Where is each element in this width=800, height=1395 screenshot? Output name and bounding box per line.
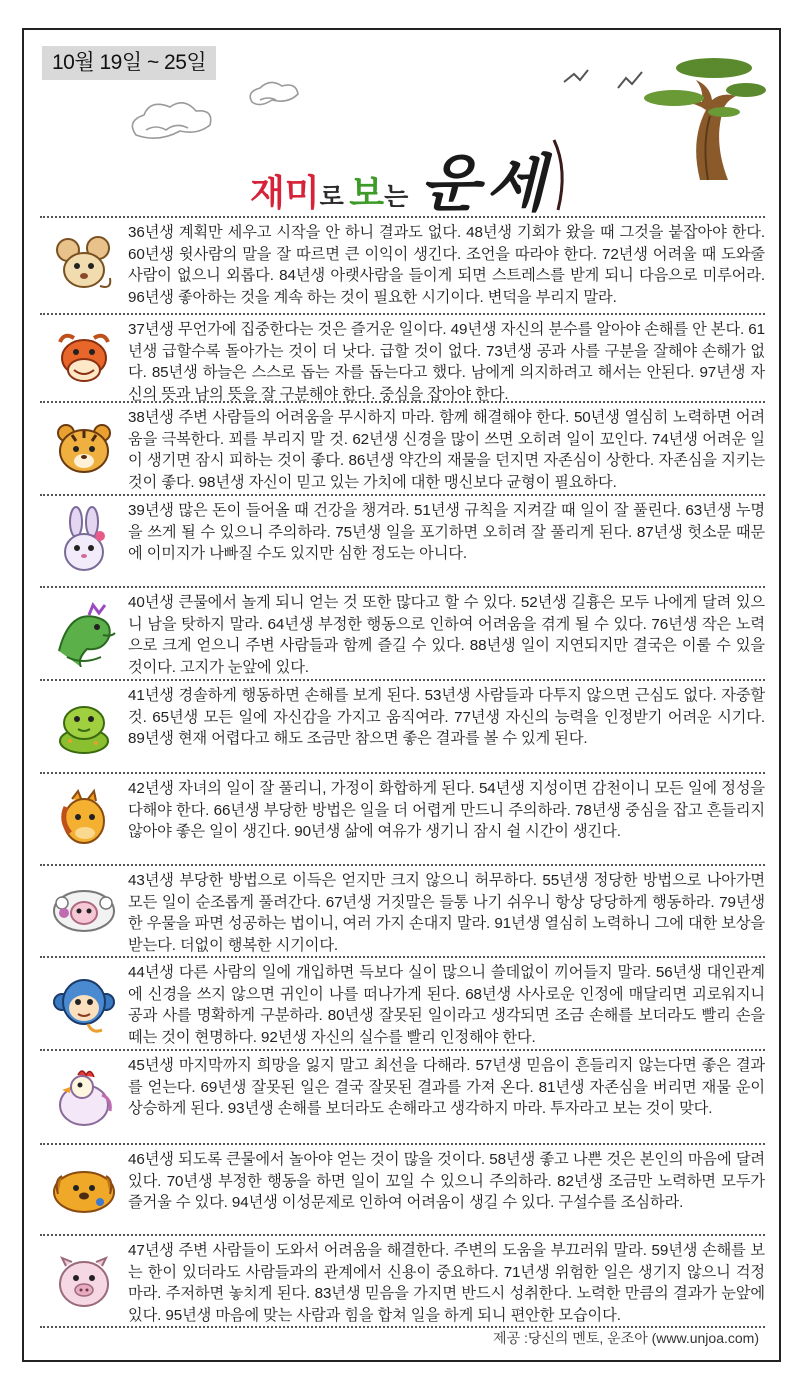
fortune-row <box>40 494 765 586</box>
pine-tree-icon <box>644 58 766 180</box>
fortune-text: 38년생 주변 사람들의 어려움을 무시하지 마라. 함께 해결해야 한다. 50년생 열심히 노력하면 어려움을 극복한다. 꾀를 부리지 말 것. 62년생 신경을 많이 쓰면 오히려 일이 꼬인다. 74년생 어려운 일이 생기면 잠시 피하는 것이 좋다. 86년생 약간의 재물을 던지면 자존심이 상한다. 자존심을 지키는 것이 좋다. 98년생 자신이 믿고 있는 가치에 대한 맹신보다 균형이 필요하다. <box>128 409 765 491</box>
fortune-text: 44년생 다른 사람의 일에 개입하면 득보다 실이 많으니 쓸데없이 끼어들지 말라. 56년생 대인관계에 신경을 쓰지 않으면 귀인이 나를 떠나가게 된다. 68년생 사사로운 인정에 매달리면 괴로워지니 공과 사를 명확하게 구분하라. 80년생 잘못된 일이라고 생각되면 조금 손해를 보더라도 빨리 손을 떼는 것이 현명하다. 92년생 자신의 실수를 빨리 인정해야 한다. <box>128 964 765 1046</box>
fortune-row <box>40 864 765 956</box>
date-range: 10월 19일 ~ 25일 <box>42 46 216 80</box>
tiger-icon <box>52 419 116 479</box>
fortune-text: 42년생 자녀의 일이 잘 풀리니, 가정이 화합하게 된다. 54년생 지성이면 감천이니 모든 일에 정성을 다해야 한다. 66년생 부당한 방법은 일을 더 어렵게 만드니 주의하라. 78년생 중심을 잡고 흔들리지 않아야 좋은 일이 생긴다. 90년생 삶에 여유가 생기니 잠시 쉴 시간이 생긴다. <box>128 780 765 840</box>
ox-icon <box>52 328 116 388</box>
fortune-row <box>40 956 765 1049</box>
fortune-row <box>40 401 765 494</box>
cloud-icon <box>132 82 298 138</box>
fortune-row <box>40 1049 765 1143</box>
fortune-text: 37년생 무언가에 집중한다는 것은 즐거운 일이다. 49년생 자신의 분수를 알아야 손해를 안 본다. 61년생 급할수록 돌아가는 것이 더 낫다. 급할 것이 없다. 73년생 공과 사를 구분을 잘해야 손해가 없다. 85년생 하늘은 스스로 돕는 자를 돕는다고 했다. 남에게 의지하려고 해서는 안된다. 97년생 자신의 뜻과 남의 뜻을 잘 구분해야 한다. 중심을 잡아야 한다. <box>128 321 765 403</box>
horse-icon <box>52 787 116 851</box>
sheep-icon <box>50 883 118 939</box>
title-part: 보 <box>349 173 385 214</box>
brush-stroke <box>554 140 562 210</box>
rat-icon <box>52 236 116 296</box>
monkey-icon <box>52 972 116 1036</box>
fortune-list <box>40 216 765 1328</box>
title-part: 로 <box>319 182 344 211</box>
bird-icon <box>564 70 642 88</box>
fortune-text: 45년생 마지막까지 희망을 잃지 말고 최선을 다해라. 57년생 믿음이 흔들리지 않는다면 좋은 결과를 얻는다. 69년생 잘못된 일은 결국 잘못된 결과를 가져 온다. 81년생 자존심을 버리면 재물 운이 상승하게 된다. 93년생 손해를 보더라도 손해라고 생각하지 마라. 투자라고 보는 것이 맞다. <box>128 1057 765 1117</box>
title-part: 재미 <box>250 173 320 214</box>
fortune-row <box>40 1234 765 1328</box>
fortune-row <box>40 679 765 772</box>
fortune-row <box>40 1143 765 1234</box>
fortune-text: 39년생 많은 돈이 들어올 때 건강을 챙겨라. 51년생 규칙을 지켜갈 때 일이 잘 풀린다. 63년생 누명을 쓰게 될 수 있으니 주의하라. 75년생 일을 포기하면 오히려 잘 풀리게 된다. 87년생 헛소문 때문에 이미지가 나빠질 수도 있지만 심한 정도는 아니다. <box>128 502 765 562</box>
fortune-text: 47년생 주변 사람들이 도와서 어려움을 해결한다. 주변의 도움을 부끄러워 말라. 59년생 손해를 보는 한이 있더라도 사람들과의 관계에서 신용이 중요하다. 71년생 위험한 일은 생기지 않으니 걱정마라. 주저하면 놓치게 된다. 83년생 믿음을 가지면 반드시 성취한다. 노력한 만큼의 결과가 눈앞에 있다. 95년생 마음에 맞는 사람과 힘을 합쳐 일을 하게 되니 편안한 모습이다. <box>128 1242 765 1324</box>
page-frame <box>22 28 781 1362</box>
fortune-text: 43년생 부당한 방법으로 이득은 얻지만 크지 않으니 허무하다. 55년생 정당한 방법으로 나아가면 모든 일이 순조롭게 풀려간다. 67년생 거짓말은 들통 나기 쉬우니 항상 당당하게 행동하라. 79년생 한 우물을 파면 성공하는 법이니, 여러 가지 손대지 말라. 91년생 열심히 노력하니 그에 대한 보상을 받는다. 더없이 행복한 시기이다. <box>128 872 765 954</box>
fortune-text: 36년생 계획만 세우고 시작을 안 하니 결과도 없다. 48년생 기회가 왔을 때 그것을 붙잡아야 한다. 60년생 윗사람의 말을 잘 따르면 큰 이익이 생긴다. 조언을 따라야 한다. 72년생 어려울 때 도와줄 사람이 없으니 외롭다. 84년생 아랫사람을 들이게 되면 스트레스를 받게 되니 다음으로 미루어라. 96년생 좋아하는 것을 계속 하는 것이 필요한 시기이다. 변덕을 부리지 말라. <box>128 224 765 306</box>
page-title <box>250 134 552 220</box>
fortune-row <box>40 216 765 313</box>
rabbit-icon <box>52 506 116 576</box>
snake-icon <box>52 697 116 757</box>
fortune-row <box>40 313 765 401</box>
fortune-row <box>40 772 765 864</box>
dragon-icon <box>49 601 119 667</box>
title-part: 운세 <box>419 147 552 220</box>
pig-icon <box>52 1252 116 1312</box>
fortune-row <box>40 586 765 679</box>
fortune-text: 40년생 큰물에서 놀게 되니 얻는 것 또한 많다고 할 수 있다. 52년생 길흉은 모두 나에게 달려 있으니 남을 탓하지 말라. 64년생 부정한 행동으로 인하여 어려움을 겪게 될 수 있다. 76년생 작은 노력으로 크게 얻으니 주변 사람들과 함께 즐길 수 있다. 88년생 일이 지연되지만 결국은 이룰 수 있을 것이다. 고지가 눈앞에 있다. <box>128 594 765 676</box>
rooster-icon <box>52 1065 116 1129</box>
fortune-text: 46년생 되도록 큰물에서 놀아야 얻는 것이 많을 것이다. 58년생 좋고 나쁜 것은 본인의 마음에 달려 있다. 70년생 부정한 행동을 하면 일이 꼬일 수 있으니 주의하라. 82년생 조금만 노력하면 모두가 즐거울 수 있다. 94년생 이성문제로 인하여 어려움이 생길 수 있다. 구설수를 조심하라. <box>128 1151 765 1211</box>
dog-icon <box>50 1162 118 1218</box>
credit-line: 제공 :당신의 멘토, 운조아 (www.unjoa.com) <box>493 1330 759 1346</box>
fortune-text: 41년생 경솔하게 행동하면 손해를 보게 된다. 53년생 사람들과 다투지 않으면 근심도 없다. 자중할 것. 65년생 모든 일에 자신감을 가지고 움직여라. 77년생 자신의 능력을 인정받기 어려운 시기다. 89년생 현재 어렵다고 해도 조금만 참으면 좋은 결과를 볼 수 있게 된다. <box>128 687 765 747</box>
title-part: 는 <box>384 182 409 211</box>
